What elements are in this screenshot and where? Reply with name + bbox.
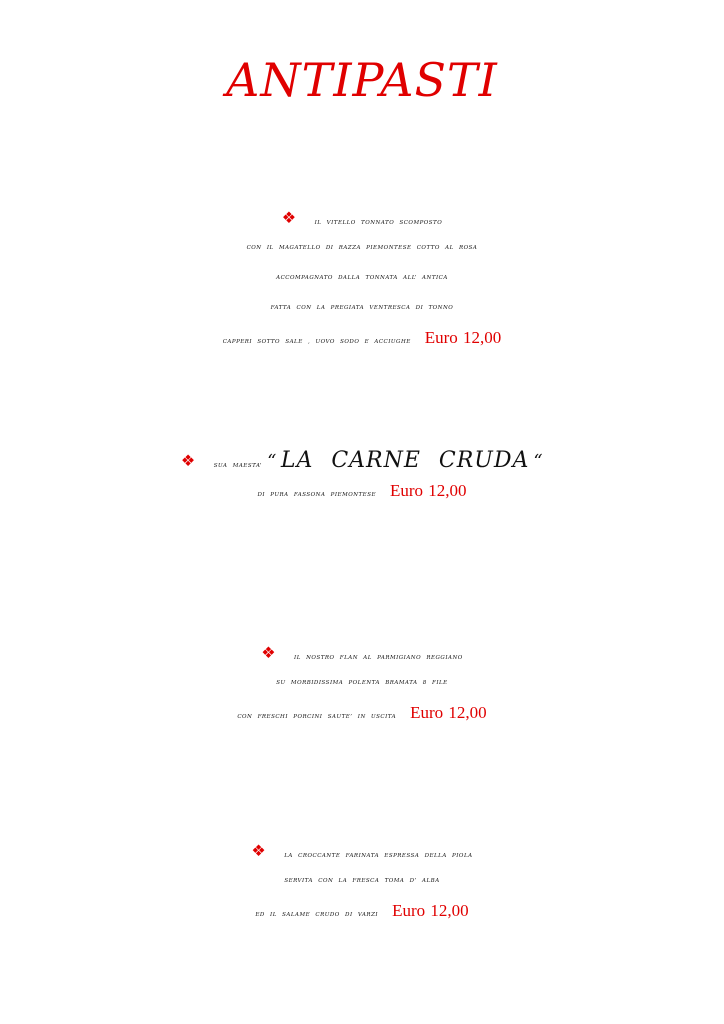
dish-price: Euro 12,00 [410,703,487,722]
dish-title: LA CROCCANTE FARINATA ESPRESSA DELLA PIOLA [284,853,473,859]
open-quote: “ [267,451,277,472]
page-title: ANTIPASTI [226,53,498,107]
dish-line [0,698,724,728]
dish-title: IL NOSTRO FLAN AL PARMIGIANO REGGIANO [294,655,463,661]
dish-line [0,476,724,506]
diamond-bullet-icon: ❖ [251,841,267,860]
dish-flan-parmigiano [0,638,724,728]
dish-line [0,446,724,476]
dish-title-prefix: SUA MAESTA’ [213,463,262,469]
dish-line: FATTA CON LA PREGIATA VENTRESCA DI TONNO [270,305,454,311]
dish-line: SERVITA CON LA FRESCA TOMA D’ ALBA [284,878,440,884]
dish-farinata [0,836,724,926]
dish-line-text: ED IL SALAME CRUDO DI VARZI [255,912,379,918]
diamond-bullet-icon: ❖ [180,451,196,470]
dish-vitello-tonnato [0,203,724,353]
dish-price: Euro 12,00 [389,481,467,500]
dish-title: IL VITELLO TONNATO SCOMPOSTO [314,220,443,226]
dish-price: Euro 12,00 [424,328,502,347]
dish-price: Euro 12,00 [392,901,469,920]
dish-line: SU MORBIDISSIMA POLENTA BRAMATA 8 FILE [276,680,448,686]
dish-line [0,203,724,233]
dish-line [0,836,724,866]
diamond-bullet-icon: ❖ [261,643,277,662]
dish-carne-cruda [0,446,724,506]
dish-line-text: DI PURA FASSONA PIEMONTESE [257,492,376,498]
dish-highlight-title: LA CARNE CRUDA [280,448,530,473]
dish-line: CON IL MAGATELLO DI RAZZA PIEMONTESE COTTO AL ROSA [246,245,478,251]
dish-line [0,638,724,668]
dish-line-text: CAPPERI SOTTO SALE , UOVO SODO E ACCIUGHE [222,339,411,345]
diamond-bullet-icon: ❖ [281,208,297,227]
close-quote: “ [533,451,544,472]
dish-line: ACCOMPAGNATO DALLA TONNATA ALL’ ANTICA [276,275,448,281]
dish-line [0,896,724,926]
dish-line [0,323,724,353]
dish-line-text: CON FRESCHI PORCINI SAUTE’ IN USCITA [237,714,397,720]
